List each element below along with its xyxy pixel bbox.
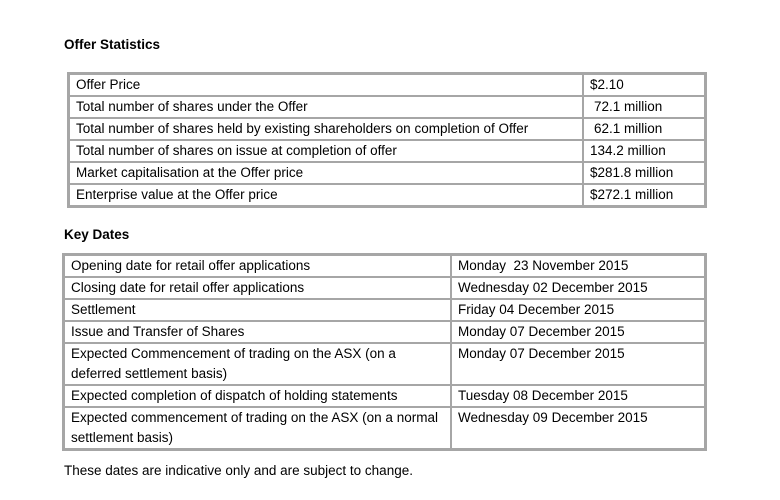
offer-stat-label: Enterprise value at the Offer price — [69, 184, 583, 206]
table-row — [64, 299, 705, 321]
offer-stat-label: Total number of shares on issue at completion of offer — [69, 140, 583, 162]
key-date-event: Issue and Transfer of Shares — [64, 321, 451, 343]
key-date-date: Tuesday 08 December 2015 — [451, 385, 705, 407]
key-dates-table — [62, 253, 707, 451]
disclaimer-note: These dates are indicative only and are subject to change. — [64, 463, 413, 478]
key-date-event: Settlement — [64, 299, 451, 321]
table-row — [69, 184, 705, 206]
table-row — [69, 96, 705, 118]
table-row — [64, 321, 705, 343]
key-date-date: Monday 07 December 2015 — [451, 343, 705, 385]
offer-stat-value: $2.10 — [583, 74, 705, 96]
offer-statistics-table — [67, 72, 707, 208]
table-row — [69, 118, 705, 140]
key-date-event: Expected commencement of trading on the ASX (on a normal settlement basis) — [64, 407, 451, 449]
key-date-event: Closing date for retail offer applications — [64, 277, 451, 299]
table-row — [69, 162, 705, 184]
offer-stat-label: Market capitalisation at the Offer price — [69, 162, 583, 184]
offer-stat-value: $281.8 million — [583, 162, 705, 184]
offer-stat-value: 72.1 million — [583, 96, 705, 118]
offer-stat-label: Offer Price — [69, 74, 583, 96]
offer-stat-value: $272.1 million — [583, 184, 705, 206]
offer-stat-value: 62.1 million — [583, 118, 705, 140]
key-date-date: Wednesday 09 December 2015 — [451, 407, 705, 449]
key-date-date: Monday 07 December 2015 — [451, 321, 705, 343]
table-row — [64, 385, 705, 407]
table-row — [64, 407, 705, 449]
key-date-date: Friday 04 December 2015 — [451, 299, 705, 321]
key-date-event: Expected Commencement of trading on the ASX (on a deferred settlement basis) — [64, 343, 451, 385]
offer-statistics-heading: Offer Statistics — [64, 37, 161, 52]
table-row — [64, 255, 705, 277]
table-row — [69, 74, 705, 96]
key-date-event: Expected completion of dispatch of holding statements — [64, 385, 451, 407]
key-dates-heading: Key Dates — [64, 227, 130, 242]
offer-stat-value: 134.2 million — [583, 140, 705, 162]
table-row — [64, 343, 705, 385]
key-date-date: Monday 23 November 2015 — [451, 255, 705, 277]
table-row — [64, 277, 705, 299]
table-row — [69, 140, 705, 162]
offer-stat-label: Total number of shares under the Offer — [69, 96, 583, 118]
offer-stat-label: Total number of shares held by existing shareholders on completion of Offer — [69, 118, 583, 140]
key-date-date: Wednesday 02 December 2015 — [451, 277, 705, 299]
key-date-event: Opening date for retail offer applications — [64, 255, 451, 277]
